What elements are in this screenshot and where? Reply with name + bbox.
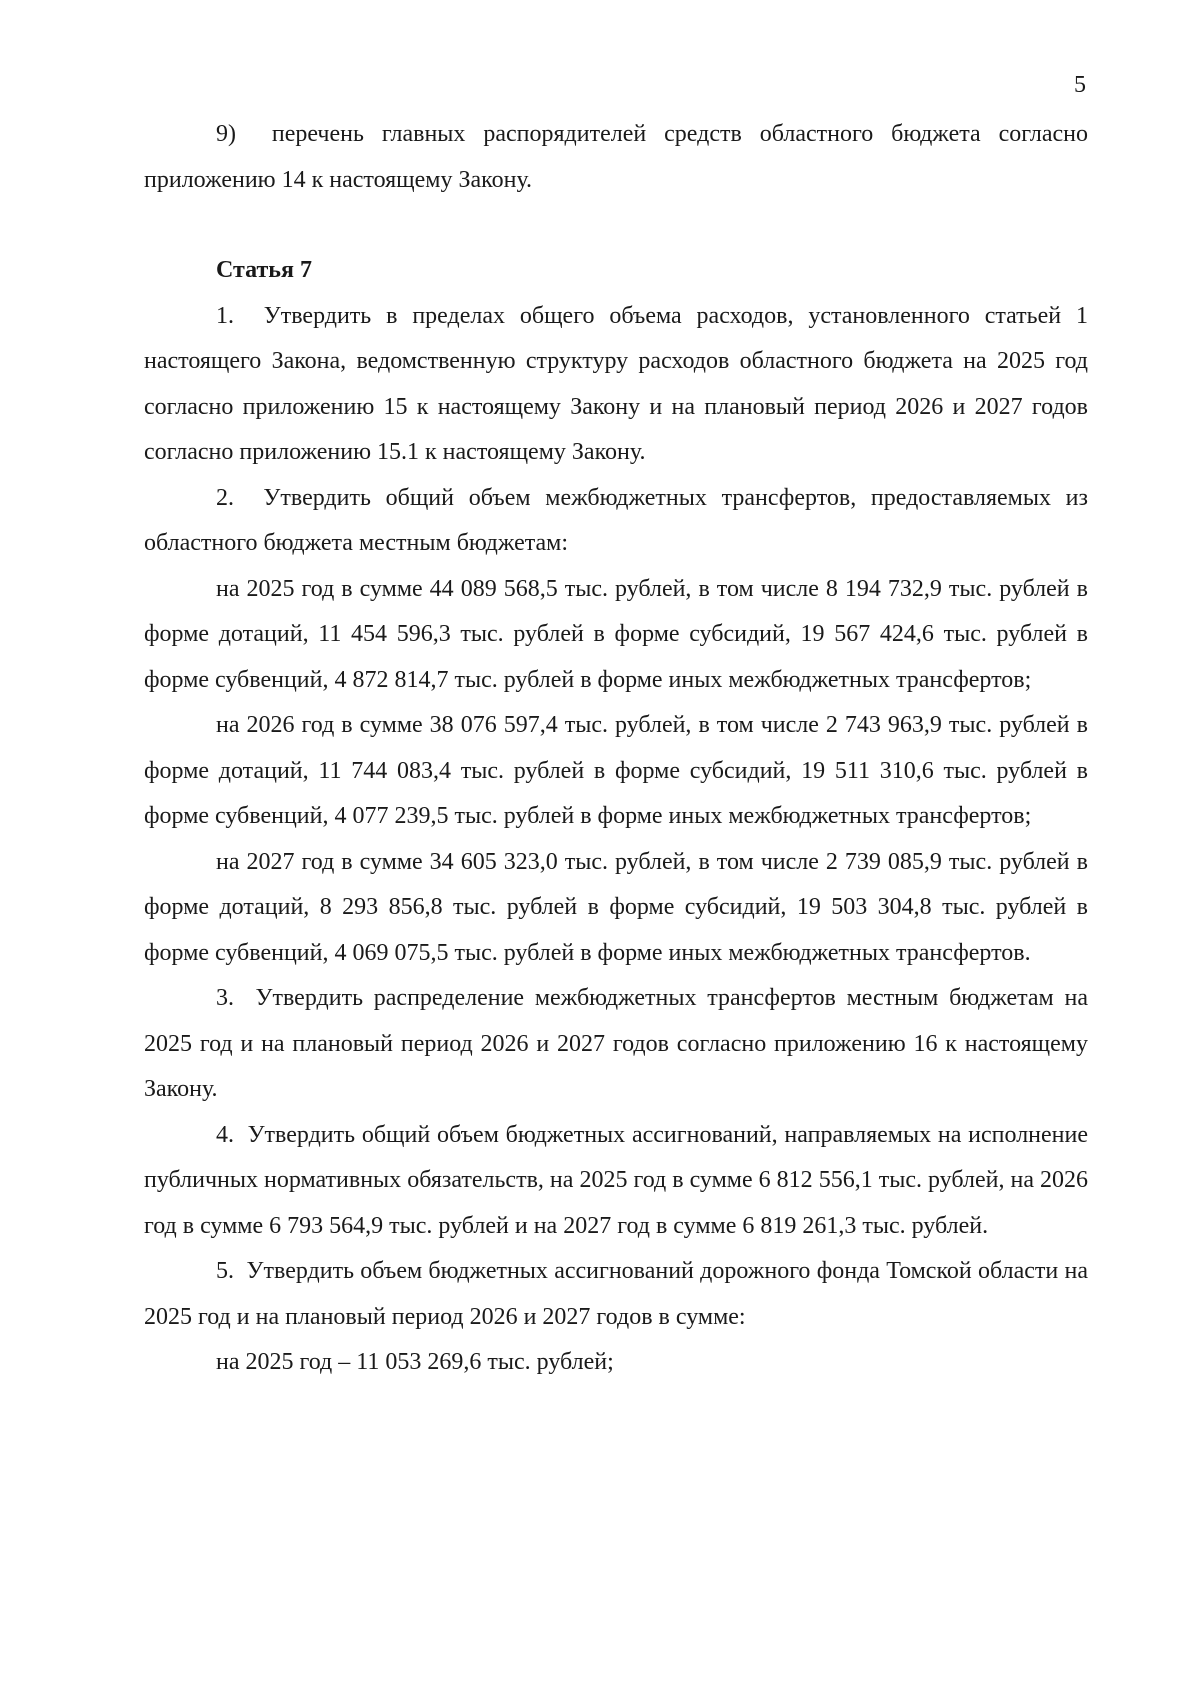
paragraph-transfers-2025: на 2025 год в сумме 44 089 568,5 тыс. рублей, в том числе 8 194 732,9 тыс. рублей в форме дотаций, 11 454 596,3 тыс. рублей в форме субсидий, 19 567 424,6 тыс. рублей в форме субвенций, 4 872 814,7 тыс. рублей в форме иных межбюджетных трансфертов; [144, 575, 1088, 693]
paragraph-item-9: 9) перечень главных распорядителей средств областного бюджета согласно приложению 14 к настоящему Закону. [144, 121, 1088, 193]
paragraph-article7-2: 2. Утвердить общий объем межбюджетных трансфертов, предоставляемых из областного бюджета местным бюджетам: [144, 484, 1088, 556]
paragraph-article7-1: 1. Утвердить в пределах общего объема расходов, установленного статьей 1 настоящего Закона, ведомственную структуру расходов областного бюджета на 2025 год согласно приложению 15 к настоящему Закону и на плановый период 2026 и 2027 годов согласно приложению 15.1 к настоящему Закону. [144, 302, 1088, 465]
document-body [144, 112, 1088, 1386]
article-title: Статья 7 [216, 257, 312, 283]
paragraph-transfers-2027: на 2027 год в сумме 34 605 323,0 тыс. рублей, в том числе 2 739 085,9 тыс. рублей в форме дотаций, 8 293 856,8 тыс. рублей в форме субсидий, 19 503 304,8 тыс. рублей в форме субвенций, 4 069 075,5 тыс. рублей в форме иных межбюджетных трансфертов. [144, 848, 1088, 966]
paragraph-article7-3: 3. Утвердить распределение межбюджетных трансфертов местным бюджетам на 2025 год и на плановый период 2026 и 2027 годов согласно приложению 16 к настоящему Закону. [144, 985, 1088, 1102]
paragraph-article7-4: 4. Утвердить общий объем бюджетных ассигнований, направляемых на исполнение публичных нормативных обязательств, на 2025 год в сумме 6 812 556,1 тыс. рублей, на 2026 год в сумме 6 793 564,9 тыс. рублей и на 2027 год в сумме 6 819 261,3 тыс. рублей. [144, 1121, 1088, 1239]
paragraph-transfers-2026: на 2026 год в сумме 38 076 597,4 тыс. рублей, в том числе 2 743 963,9 тыс. рублей в форме дотаций, 11 744 083,4 тыс. рублей в форме субсидий, 19 511 310,6 тыс. рублей в форме субвенций, 4 077 239,5 тыс. рублей в форме иных межбюджетных трансфертов; [144, 712, 1088, 829]
paragraph-road-fund-2025: на 2025 год – 11 053 269,6 тыс. рублей; [216, 1349, 614, 1375]
paragraph-article7-5: 5. Утвердить объем бюджетных ассигнований дорожного фонда Томской области на 2025 год и на плановый период 2026 и 2027 годов в сумме: [144, 1258, 1088, 1330]
page-number: 5 [1074, 72, 1086, 98]
